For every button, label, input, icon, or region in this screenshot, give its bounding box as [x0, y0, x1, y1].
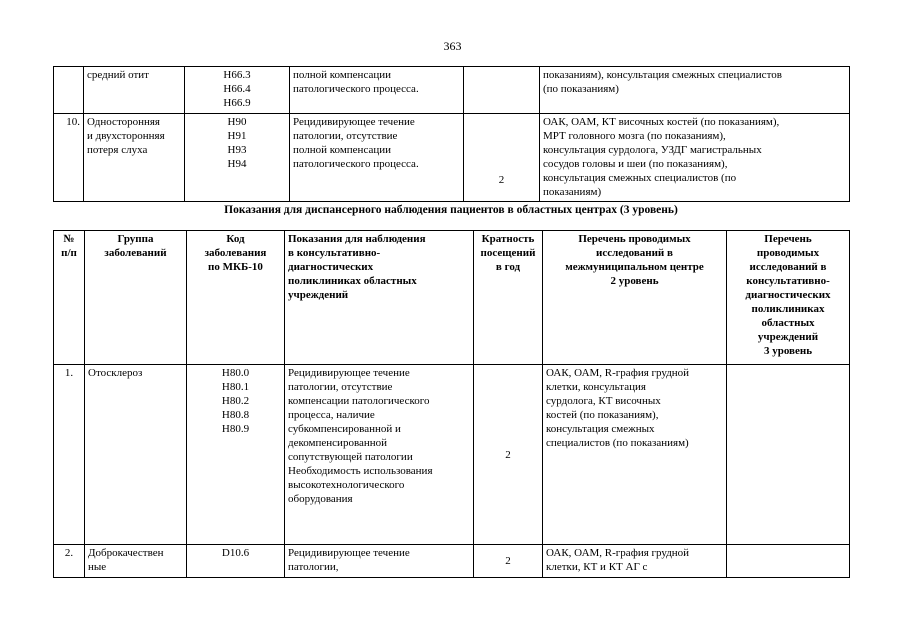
- indications: Рецидивирующее течение патологии, отсутствие компенсации патологического процесса, наличие субкомпенсированной и декомпенсированной сопутствующей патологии Необходимость использования высокотехнологического оборудования: [285, 365, 474, 545]
- research-list: ОАК, ОАМ, КТ височных костей (по показаниям), МРТ головного мозга (по показаниям), консультация сурдолога, УЗДГ магистральных сосудов головы и шеи (по показаниям), консультация смежных специалистов (по показаниям): [540, 114, 850, 202]
- indications: полной компенсации патологического процесса.: [290, 67, 464, 114]
- table-row: [54, 67, 850, 114]
- row-number: 2.: [54, 545, 85, 578]
- table-header-row: [54, 231, 850, 365]
- disease-group: средний отит: [84, 67, 185, 114]
- research-level3: [727, 365, 850, 545]
- disease-group: Отосклероз: [85, 365, 187, 545]
- visit-frequency: 2: [464, 114, 540, 202]
- disease-group: Доброкачествен ные: [85, 545, 187, 578]
- research-level2: ОАК, ОАМ, R-графия грудной клетки, консультация сурдолога, КТ височных костей (по показаниям), консультация смежных специалистов (по показаниям): [543, 365, 727, 545]
- header-group: Группа заболеваний: [85, 231, 187, 365]
- table-row: [54, 365, 850, 545]
- table-dispensary-level-3: [53, 230, 850, 578]
- visit-frequency: 2: [474, 545, 543, 578]
- icd-codes: D10.6: [187, 545, 285, 578]
- header-research-level3: Перечень проводимых исследований в консультативно- диагностических поликлиниках областных учреждений 3 уровень: [727, 231, 850, 365]
- research-level3: [727, 545, 850, 578]
- indications: Рецидивирующее течение патологии,: [285, 545, 474, 578]
- header-visits: Кратность посещений в год: [474, 231, 543, 365]
- header-num: № п/п: [54, 231, 85, 365]
- icd-codes: H66.3 H66.4 H66.9: [185, 67, 290, 114]
- research-list: показаниям), консультация смежных специалистов (по показаниям): [540, 67, 850, 114]
- disease-group: Односторонняя и двухсторонняя потеря слуха: [84, 114, 185, 202]
- header-research-level2: Перечень проводимых исследований в межмуниципальном центре 2 уровень: [543, 231, 727, 365]
- visit-frequency: 2: [474, 365, 543, 545]
- icd-codes: H80.0 H80.1 H80.2 H80.8 H80.9: [187, 365, 285, 545]
- header-code: Код заболевания по МКБ-10: [187, 231, 285, 365]
- section-title: Показания для диспансерного наблюдения пациентов в областных центрах (3 уровень): [224, 204, 678, 216]
- visit-frequency: [464, 67, 540, 114]
- icd-codes: H90 H91 H93 H94: [185, 114, 290, 202]
- research-level2: ОАК, ОАМ, R-графия грудной клетки, КТ и КТ АГ с: [543, 545, 727, 578]
- header-indications: Показания для наблюдения в консультативно- диагностических поликлиниках областных учреждений: [285, 231, 474, 365]
- row-number: [54, 67, 84, 114]
- table-previous-continuation: [53, 66, 850, 202]
- page-number: 363: [443, 39, 462, 53]
- row-number: 1.: [54, 365, 85, 545]
- indications: Рецидивирующее течение патологии, отсутствие полной компенсации патологического процесса.: [290, 114, 464, 202]
- table-row: [54, 114, 850, 202]
- row-number: 10.: [54, 114, 84, 202]
- table-row: [54, 545, 850, 578]
